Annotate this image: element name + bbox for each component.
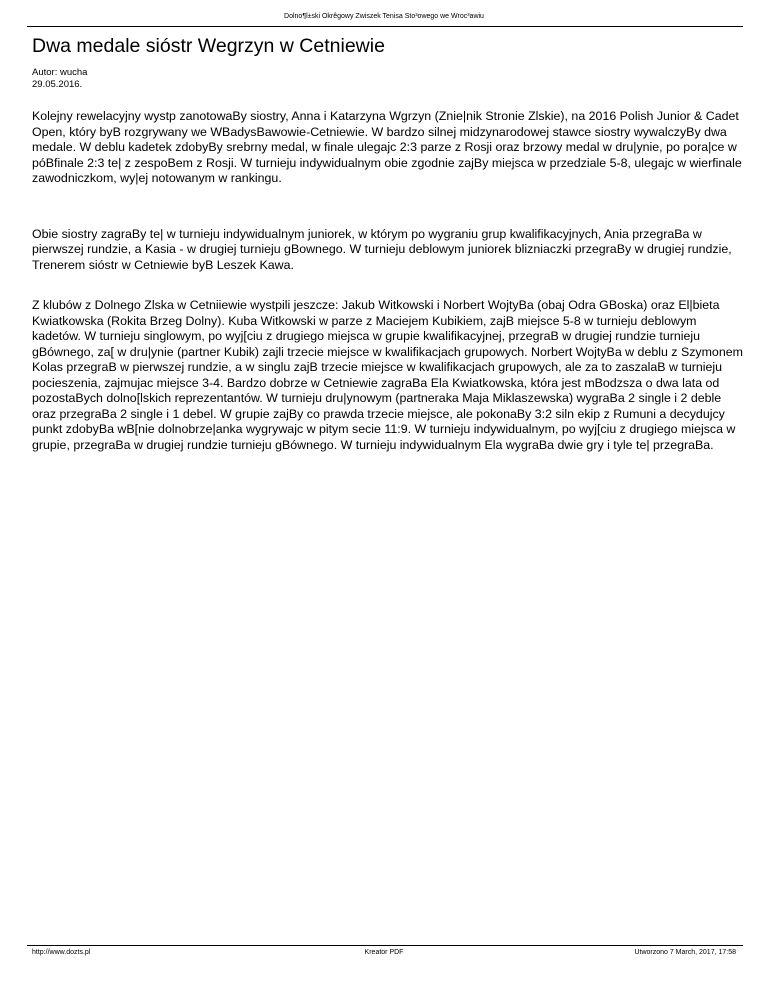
article-date: 29.05.2016. [32, 79, 83, 90]
article-title: Dwa medale sióstr Wegrzyn w Cetniewie [32, 35, 385, 57]
paragraph-spacer [32, 273, 744, 298]
article-paragraph-1: Kolejny rewelacyjny wystp zanotowaBy siostry, Anna i Katarzyna Wgrzyn (Znie|nik Stronie Zlskie), na 2016 Polish Junior & Cadet Open, który byB rozgrywany we WBadysBawowie-Cetniewie. W bardzo silnej midzynarodowej stawce siostry wywalczyBy dwa medale. W deblu kadetek zdobyBy srebrny medal, w finale ulegajc 2:3 parze z Rosji oraz brzowy medal w dru|ynie, po pora|ce w póBfinale 2:3 te| z zespoBem z Rosji. W turnieju indywidualnym obie zgodnie zajBy miejsca w przedziale 5-8, ulegajc w wierfinale zawodniczkom, wy|ej notowanym w rankingu. [32, 109, 742, 185]
footer-url[interactable]: http://www.dozts.pl [32, 949, 91, 956]
article-meta [32, 67, 87, 91]
footer-generator: Kreator PDF [364, 949, 404, 956]
article-paragraph-3: Z klubów z Dolnego Zlska w Cetniiewie wystpili jeszcze: Jakub Witkowski i Norbert WojtyBa (obaj Odra GBoska) oraz El|bieta Kwiatkowska (Rokita Brzeg Dolny). Kuba Witkowski w parze z Maciejem Kubikiem, zajB miejsce 5-8 w turnieju deblowym kadetów. W turnieju singlowym, po wyj[ciu z drugiego miejsca w grupie kwalifikacyjnej, przegraB w drugiej rundzie turnieju gBównego, za[ w dru|ynie (partner Kubik) zajli trzecie miejsce w kwalifikacjach grupowych. Norbert WojtyBa w deblu z Szymonem Kolas przegraB w pierwszej rundzie, a w singlu zajB trzecie miejsce w kwalifikacjach grupowych, ale za to zaszalaB w turnieju pocieszenia, zajmujac miejsce 3-4. Bardzo dobrze w Cetniewie zagraBa Ela Kwiatkowska, która jest mBodzsza o dwa lata od pozostaBych dolno[lskich reprezentantów. W turnieju dru|ynowym (partneraka Maja Miklaszewska) wygraBa 2 single i 2 deble oraz przegraBa 2 single i 1 debel. W grupie zajBy co prawda trzecie miejsce, ale pokonaBy 3:2 siln ekip z Rumuni a decydujcy punkt zdobyBa wB[nie dolnobrze|anka wygrywajc w pitym secie 11:9. W turnieju indywidualnym, po wyj[ciu z drugiego miejsca w grupie, przegraBa w drugiej rundzie turnieju gBównego. W turnieju indywidualnym Ela wygraBa dwie gry i tyle te| przegraBa. [32, 298, 743, 452]
footer-created-timestamp: Utworzono 7 March, 2017, 17:58 [634, 949, 736, 956]
footer-divider [27, 945, 743, 946]
article-author: Autor: wucha [32, 67, 88, 78]
article-paragraph-2: Obie siostry zagraBy te| w turnieju indywidualnym juniorek, w którym po wygraniu grup kwalifikacyjnych, Ania przegraBa w pierwszej rundzie, a Kasia - w drugiej turnieju gBownego. W turnieju deblowym juniorek blizniaczki przegraBy w drugiej rundzie, Trenerem sióstr w Cetniewie byB Leszek Kawa. [32, 226, 732, 272]
header-divider [27, 26, 743, 27]
paragraph-spacer [32, 187, 744, 227]
page-header-site-name: Dolno¶l±ski Okrêgowy Zwiszek Tenisa Sto³owego we Wroc³awiu [284, 13, 484, 20]
article-body [32, 109, 744, 453]
